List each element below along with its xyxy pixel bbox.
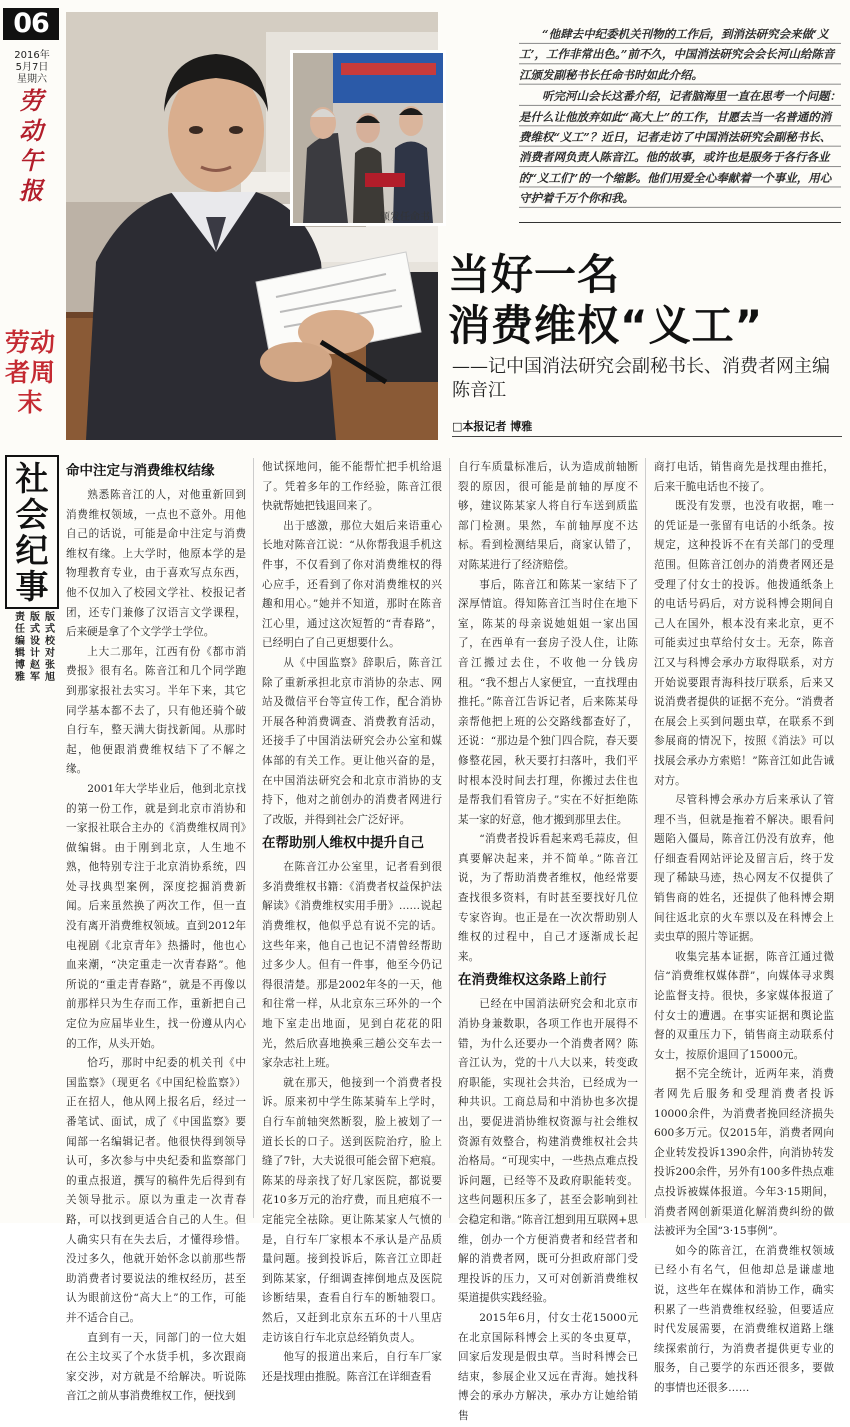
body-column-3 <box>458 458 638 1422</box>
body-paragraph: “消费者投诉看起来鸡毛蒜皮，但真要解决起来，并不简单。”陈音江说，为了帮助消费者维权，他经常要查找很多资料，有时甚至要找好几位专家咨询。也正是在一次次帮助别人维权的过程中，自己才逐渐成长起来。 <box>458 833 638 963</box>
body-paragraph: 如今的陈音江，在消费维权领域已经小有名气，但他却总是谦虚地说，这些年在媒体和消协工作，确实积累了一些消费维权经验，但要适应时代发展需要，在消费维权道路上继续探索前行，为消费者提供更专业的服务，自己要学的东西还很多，要做的事情也还很多…… <box>654 1244 834 1394</box>
body-paragraph: 据不完全统计，近两年来，消费者网先后服务和受理消费者投诉10000余件，为消费者挽回经济损失600多万元。仅2015年，消费者网向企业转发投诉1390余件，向消协转发投诉200余件，另外有100多件热点难点投诉被媒体报道。今年3·15期间，消费者网创新渠道化解消费纠纷的做法被评为全国“3·15事例”。 <box>654 1068 834 1238</box>
section-heading: 在帮助别人维权中提升自己 <box>262 835 424 852</box>
page-number: 06 <box>3 8 59 40</box>
date-day: 5月7日 <box>15 62 49 73</box>
article-title-line1: 当好一名 <box>448 250 621 299</box>
byline: □本报记者 博雅 <box>452 420 533 433</box>
body-paragraph: 就在那天，他接到一个消费者投诉。原来初中学生陈某骑车上学时，自行车前轴突然断裂，脸上被划了一道长长的口子。送到医院治疗，脸上缝了7针，大夫说很可能会留下疤痕。陈某的母亲找了好几家医院，都说要花10多万元的治疗费，而且疤痕不一定能完全祛除。更让陈某家人气愤的是，自行车厂家根本不承认是产品质量问题。接到投诉后，陈音江立即赶到陈某家，仔细调查摔倒地点及医院诊断结果，查看自行车的断轴裂口。然后，又赶到北京东五环的十八里店走访该自行车北京总经销负责人。 <box>262 1076 442 1344</box>
section-heading: 命中注定与消费维权结缘 <box>66 463 215 479</box>
body-paragraph: 出于感激，那位大姐后来语重心长地对陈音江说：“从你帮我退手机这件事，不仅看到了你对消费维权的得心应手，还看到了你对消费维权的兴趣和用心。”她并不知道，那时在陈音江心里，通过这次短暂的“青春路”，已经明白了自己更想要什么。 <box>262 519 442 650</box>
body-paragraph: 在陈音江办公室里，记者看到很多消费维权书籍：《消费者权益保护法解读》《消费维权实用手册》……说起消费维权，他似乎总有说不完的话。这些年来，他自己也记不清曾经帮助过多少人。但有一件事，他至今仍记得很清楚。那是2002年冬的一天，他和往常一样，从北京东三环外的一个地下室走出地面，见到白花花的阳光，然后欣喜地换乘三趟公交车去一家杂志社上班。 <box>262 861 442 1070</box>
body-paragraph: 他试探地问，能不能帮忙把手机给退了。凭着多年的工作经验，陈音江很快就帮她把钱退回来了。 <box>262 461 442 513</box>
body-paragraph: 既没有发票，也没有收据，唯一的凭证是一张留有电话的小纸条。按规定，这种投诉不在有关部门的受理范围。但陈音江创办的消费者网还是受理了付女士的投诉。他拨通纸条上的电话号码后，对方说科博会期间自己人在国外，根本没有来北京，更不可能卖过虫草给付女士。无奈，陈音江又与科博会承办方取得联系，对方开始说要跟青海科技厅联系，后来又说消费者提供的证据不充分。“消费者在展会上买到问题虫草，在联系不到参展商的情况下，按照《消法》可以找展会承办方索赔！”陈音江如此告诫对方。 <box>654 500 834 787</box>
body-paragraph: 2001年大学毕业后，他到北京找的第一份工作，就是到北京市消协和一家报社联合主办的《消费维权周刊》做编辑。由于刚到北京，人生地不熟，他特别专注于北京消协系统，四处寻找典型案例，深度挖掘消费新闻。后来虽然换了两次工作，但一直没有离开消费维权领域。直到2012年电视剧《北京青年》热播时，他也心血来潮，“决定重走一次青春路”。他所说的“重走青春路”，就是不再像以前那样只为生存而工作，重新把自己定位为应届毕业生，找一份遵从内心的工作，从头开始。 <box>66 782 246 1050</box>
body-paragraph: 恰巧，那时中纪委的机关刊《中国监察》（现更名《中国纪检监察》）正在招人，他从网上报名后，经过一番笔试、面试，成了《中国监察》要闻部一名编辑记者。他很快得到领导认可，多次参与中央纪委和监察部门的重点报道，撰写的稿件先后得到有关领导批示。原以为重走一次青春路，可以找到更适合自己的人生。但人确实只有在失去后，才懂得珍惜。没过多久，他就开始怀念以前那些帮助消费者讨要说法的维权经历，甚至认为眼前这份“高大上”的工作，可能并不适合自己。 <box>66 1057 246 1324</box>
article-subtitle: ——记中国消法研究会副秘书长、消费者网主编陈音江 <box>452 356 830 401</box>
body-paragraph: 熟悉陈音江的人，对他重新回到消费维权领域，一点也不意外。用他自己的话说，可能是命中注定与消费维权有缘。上大学时，他原本学的是物理教育专业，由于喜欢写点东西，他不仅加入了校园文学社、校报记者团，还专门兼修了汉语言文学课程，后来硬是拿了个文学学士学位。 <box>66 489 246 639</box>
body-paragraph: 2015年6月，付女士花15000元在北京国际科博会上买的冬虫夏草，回家后发现是假虫草。当时科博会已结束，参展企业又远在青海。她找科博会的承办方解决，承办方让她给销售 <box>458 1311 638 1422</box>
column-divider <box>449 458 450 1218</box>
appointment-ceremony-photo <box>293 53 443 223</box>
masthead-logo: 劳动午报 <box>19 86 43 205</box>
body-column-4 <box>654 458 834 1394</box>
body-paragraph: 已经在中国消法研究会和北京市消协身兼数职，各项工作也开展得不错，为什么还要办一个消费者网？陈音江认为，党的十八大以来，转变政府职能，实现社会共治，已经成为一种共识。工商总局和中消协也多次提出，要促进消协维权资源与社会维权资源有效整合，构建消费维权社会共治格局。“可现实中，一些热点难点投诉问题，已经等不及政府职能转变。这些问题积压多了，甚至会影响到社会稳定和谐。”陈音江想到用互联网+思维，创办一个方便消费者和经营者和解的消费者网，既可分担政府部门受理投诉的压力，又可对创新消费维权渠道提供实践经验。 <box>458 998 638 1305</box>
credit-proof: 版式校对 张旭 <box>45 612 55 683</box>
column-name: 社会纪事 <box>15 459 49 606</box>
column-divider <box>253 458 254 1218</box>
section-name: 劳动者周末 <box>5 328 56 417</box>
intro-paragraph: “他肆去中纪委机关刊物的工作后，到消法研究会来做‘义工’，工作非常出色。”前不久，中国消法研究会会长河山给陈音江颁发副秘书长任命书时如此介绍。 <box>519 24 841 85</box>
body-paragraph: 他写的报道出来后，自行车厂家还是找理由推脱。陈音江在详细查看 <box>262 1351 442 1383</box>
body-paragraph: 商打电话，销售商先是找理由推托，后来干脆电话也不接了。 <box>654 461 834 493</box>
intro-divider <box>519 222 841 223</box>
column-name-box <box>5 455 59 609</box>
weekday: 星期六 <box>17 74 47 85</box>
body-paragraph: 上大二那年，江西有份《都市消费报》很有名。陈音江和几个同学跑到那家报社去实习。半年下来，其它同学基本都不去了，只有他还骑个破自行车，整天满大街找新闻。从那时起，他便跟消费维权结下了不解之缘。 <box>66 645 246 776</box>
column-divider <box>645 458 646 1218</box>
inset-photo <box>290 50 446 226</box>
body-paragraph: 事后，陈音江和陈某一家结下了深厚情谊。得知陈音江当时住在地下室，陈某的母亲说她姐姐一家出国了，在西单有一套房子没人住，让陈音江搬过去住，不收他一分钱房租。“我不想占人家便宜，一直找理由推托。”陈音江告诉记者，后来陈某母亲帮他把上班的公交路线都查好了，还说：“那边是个独门四合院，春天要修整花园，秋天要打扫落叶，我们平时根本没时间去打理，你搬过去住也是帮我们看管房子。”实在不好拒绝陈某一家的好意，他才搬到那里去住。 <box>458 578 638 826</box>
body-column-1 <box>66 458 246 1403</box>
intro-paragraph: 听完河山会长这番介绍，记者脑海里一直在思考一个问题：是什么让他放弃如此“高大上”的工作，甘愿去当一名普通的消费维权“义工”？近日，记者走访了中国消法研究会副秘书长、消费者网负责人陈音江。他的故事，或许也是服务于各行各业的“义工们”的一个缩影。他们用爱全心奉献着一个事业，用心守护着千万个你和我。 <box>519 86 841 208</box>
date-year: 2016年 <box>14 50 50 61</box>
body-column-2 <box>262 458 442 1383</box>
body-paragraph: 从《中国监察》辞职后，陈音江除了重新承担北京市消协的杂志、网站及微信平台等宣传工作，配合消协开展各种消费调查、消费教育活动，还接手了中国消法研究会办公室和媒体部的有关工作。更让他兴奋的是，在中国消法研究会和北京市消协的支持下，他对之前创办的消费者网进行了改版，并得到社会广泛好评。 <box>262 656 442 826</box>
inset-caption: 颁发任命书 <box>380 212 430 223</box>
body-paragraph: 收集完基本证据，陈音江通过微信“消费维权媒体群”，向媒体寻求舆论监督支持。很快，多家媒体报道了付女士的遭遇。在事实证据和舆论监督的双重压力下，销售商主动联系付女士，按原价退回了15000元。 <box>654 950 834 1061</box>
article-title-line2: 消费维权“义工” <box>448 301 764 350</box>
body-paragraph: 自行车质量标准后，认为造成前轴断裂的原因，很可能是前轴的厚度不够，建议陈某家人将自行车送到质监部门检测。果然，车前轴厚度不达标。看到检测结果后，商家认错了，对陈某进行了经济赔偿。 <box>458 461 638 571</box>
credit-editor: 责任编辑 博雅 <box>15 612 25 683</box>
credit-design: 版式设计 赵军 <box>30 612 40 683</box>
body-paragraph: 尽管科博会承办方后来承认了管理不当，但就是拖着不解决。眼看问题陷入僵局，陈音江仍没有放弃，他仔细查看网站评论及留言后，终于发现了稀缺马迹，热心网友不仅提供了销售商的姓名，还提供了他科博会期间往返北京的火车票以及在科博会上卖虫草的照片等证据。 <box>654 794 834 944</box>
section-heading: 在消费维权这条路上前行 <box>458 972 607 989</box>
byline-divider <box>452 436 842 437</box>
body-paragraph: 直到有一天，同部门的一位大姐在公主坟买了个水货手机，多次跟商家交涉，对方就是不给解决。听说陈音江之前从事消费维权工作，便找到 <box>66 1331 246 1403</box>
left-strip <box>0 0 62 1223</box>
intro-block <box>519 24 841 210</box>
